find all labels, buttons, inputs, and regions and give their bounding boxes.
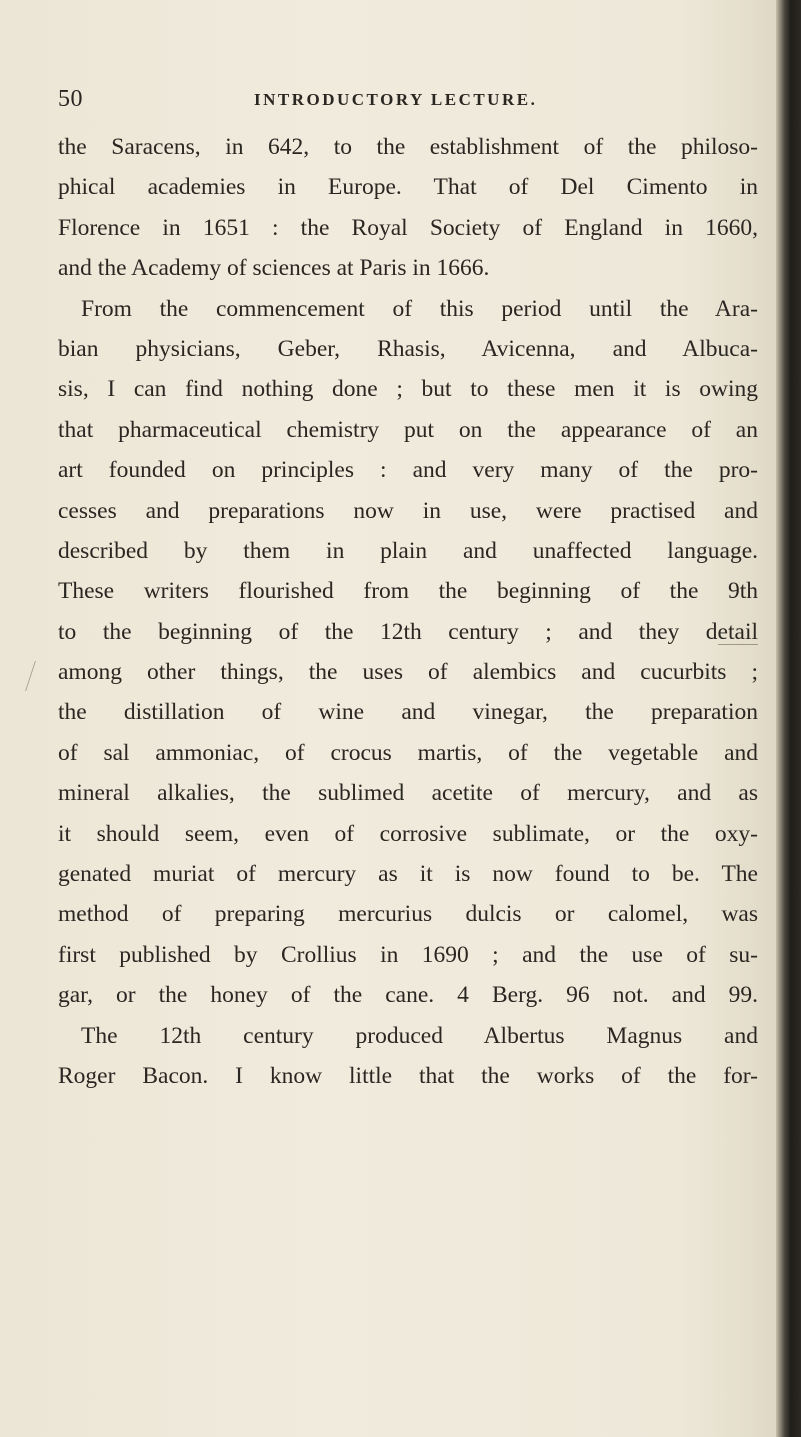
text-line: gar, or the honey of the cane. 4 Berg. 96 not. and 99. xyxy=(58,982,758,1009)
text-line: it should seem, even of corrosive sublimate, or the oxy- xyxy=(58,820,758,847)
text-line: first published by Crollius in 1690 ; and the use of su- xyxy=(58,941,758,968)
text-line: sis, I can find nothing done ; but to these men it is owing xyxy=(58,376,758,403)
text-line: Florence in 1651 : the Royal Society of England in 1660, xyxy=(58,214,758,241)
book-spine xyxy=(776,0,801,1437)
text-line: of sal ammoniac, of crocus martis, of the vegetable and xyxy=(58,739,758,766)
text-line: genated muriat of mercury as it is now found to be. The xyxy=(58,861,758,888)
text-line: From the commencement of this period until the Ara- xyxy=(81,295,758,322)
text-line: described by them in plain and unaffected language. xyxy=(58,537,758,564)
text-line: to the beginning of the 12th century ; and they detail xyxy=(58,618,758,645)
running-head: INTRODUCTORY LECTURE. xyxy=(254,90,538,109)
text-line: The 12th century produced Albertus Magnus and xyxy=(81,1022,758,1049)
text-line: phical academies in Europe. That of Del Cimento in xyxy=(58,174,758,201)
margin-pencil-mark xyxy=(25,661,52,691)
page-header xyxy=(58,86,758,120)
text-line: These writers flourished from the beginning of the 9th xyxy=(58,578,758,605)
body-text xyxy=(58,127,758,1096)
text-line: art founded on principles : and very many of the pro- xyxy=(58,457,758,484)
text-line: mineral alkalies, the sublimed acetite of mercury, and as xyxy=(58,780,758,807)
text-line: Roger Bacon. I know little that the works of the for- xyxy=(58,1062,758,1089)
page-number: 50 xyxy=(58,86,83,112)
text-line: the Saracens, in 642, to the establishment of the philoso- xyxy=(58,134,758,160)
text-line: method of preparing mercurius dulcis or calomel, was xyxy=(58,901,758,928)
text-line: cesses and preparations now in use, were practised and xyxy=(58,497,758,524)
text-line: and the Academy of sciences at Paris in 1666. xyxy=(58,255,490,282)
text-line: that pharmaceutical chemistry put on the appearance of an xyxy=(58,416,758,443)
text-line: among other things, the uses of alembics and cucurbits ; xyxy=(58,659,758,686)
text-line: bian physicians, Geber, Rhasis, Avicenna, and Albuca- xyxy=(58,335,758,362)
text-line: the distillation of wine and vinegar, the preparation xyxy=(58,699,758,726)
